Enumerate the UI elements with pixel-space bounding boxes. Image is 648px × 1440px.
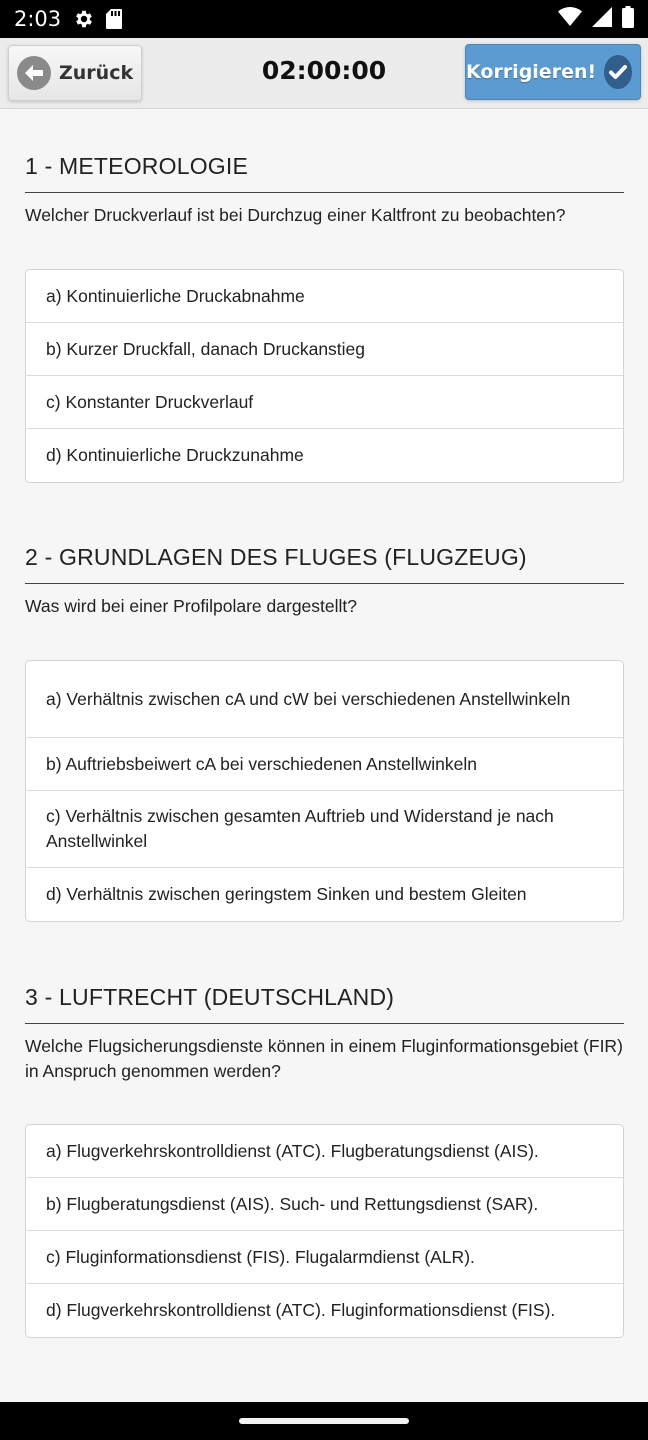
answer-option[interactable]: c) Konstanter Druckverlauf — [26, 376, 623, 429]
answer-option[interactable]: b) Kurzer Druckfall, danach Druckanstieg — [26, 323, 623, 376]
question-2-text: Was wird bei einer Profilpolare dargestellt? — [25, 596, 358, 616]
answer-option[interactable]: a) Kontinuierliche Druckabnahme — [26, 270, 623, 323]
answer-option[interactable]: d) Flugverkehrskontrolldienst (ATC). Fluginformationsdienst (FIS). — [46, 1300, 556, 1320]
question-2-title: 2 - GRUNDLAGEN DES FLUGES (FLUGZEUG) — [25, 544, 624, 584]
signal-icon — [592, 7, 612, 32]
arrow-left-icon — [17, 56, 51, 90]
correct-button[interactable] — [465, 44, 641, 100]
answer-option[interactable]: b) Auftriebsbeiwert cA bei verschiedenen Anstellwinkeln — [26, 738, 623, 791]
back-button[interactable] — [8, 45, 142, 101]
question-3-title: 3 - LUFTRECHT (DEUTSCHLAND) — [25, 984, 624, 1024]
question-3-answers — [25, 1124, 624, 1338]
gear-icon — [73, 8, 95, 30]
answer-option[interactable]: a) Flugverkehrskontrolldienst (ATC). Flugberatungsdienst (AIS). — [26, 1125, 623, 1178]
wifi-icon — [558, 7, 582, 32]
status-bar — [0, 0, 648, 38]
answer-option[interactable]: d) Kontinuierliche Druckzunahme — [46, 445, 304, 465]
answer-option[interactable]: a) Verhältnis zwischen cA und cW bei verschiedenen Anstellwinkeln — [26, 661, 623, 738]
answer-option[interactable]: c) Fluginformationsdienst (FIS). Flugalarmdienst (ALR). — [26, 1231, 623, 1284]
toolbar — [0, 38, 648, 109]
answer-option[interactable]: b) Flugberatungsdienst (AIS). Such- und Rettungsdienst (SAR). — [26, 1178, 623, 1231]
answer-option[interactable]: d) Verhältnis zwischen geringstem Sinken und bestem Gleiten — [46, 884, 527, 904]
battery-icon — [622, 6, 634, 33]
question-1-text: Welcher Druckverlauf ist bei Durchzug einer Kaltfront zu beobachten? — [25, 205, 566, 225]
status-time: 2:03 — [14, 7, 62, 31]
sd-card-icon — [105, 8, 123, 30]
back-button-label: Zurück — [59, 62, 134, 84]
checkmark-icon — [604, 55, 632, 89]
exam-timer: 02:00:00 — [261, 56, 387, 85]
question-1-answers — [25, 269, 624, 483]
question-1-title: 1 - METEOROLOGIE — [25, 153, 624, 193]
question-2-answers — [25, 660, 624, 922]
correct-button-label: Korrigieren! — [466, 61, 597, 83]
home-gesture-handle[interactable] — [239, 1418, 409, 1424]
navigation-bar — [0, 1402, 648, 1440]
answer-option[interactable]: c) Verhältnis zwischen gesamten Auftrieb und Widerstand je nach Anstellwinkel — [26, 791, 623, 868]
question-3-text: Welche Flugsicherungsdienste können in einem Fluginformationsgebiet (FIR) in Anspruch genommen werden? — [25, 1036, 623, 1081]
